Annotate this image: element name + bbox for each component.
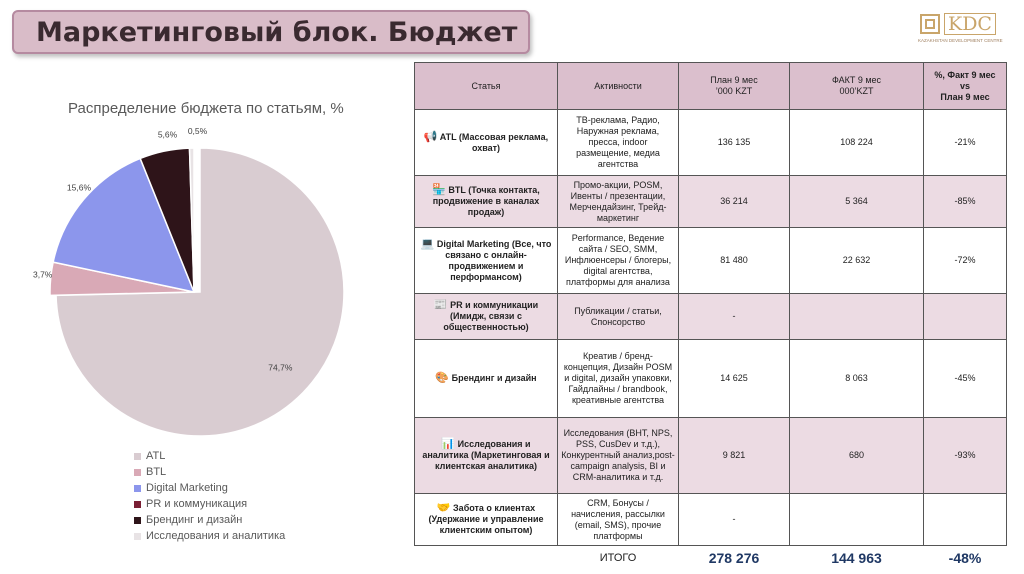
legend-item: [134, 528, 285, 544]
megaphone-icon: 📢: [423, 130, 438, 143]
table-header-row: [415, 63, 1007, 110]
pie-data-label: 5,6%: [157, 129, 178, 140]
chart-icon: 📊: [441, 438, 456, 450]
legend-swatch: [134, 453, 141, 460]
row-fact: [790, 294, 924, 340]
total-pct: -48%: [948, 549, 982, 566]
legend-swatch: [134, 469, 141, 476]
legend-item: [134, 448, 285, 464]
row-fact: 8 063: [790, 340, 924, 418]
row-fact: 108 224: [790, 110, 924, 176]
logo-subtitle: KAZAKHSTAN DEVELOPMENT CENTRE: [918, 38, 1003, 43]
row-article: [415, 110, 558, 176]
legend-label: Исследования и аналитика: [146, 530, 286, 542]
row-plan: -: [679, 494, 790, 546]
legend-item: [134, 480, 285, 496]
row-plan: 14 625: [679, 340, 790, 418]
row-plan: -: [679, 294, 790, 340]
legend-swatch: [134, 517, 141, 524]
legend-swatch: [134, 533, 141, 540]
table-row: [415, 294, 1007, 340]
company-logo: [918, 13, 1003, 48]
row-pct: -93%: [924, 418, 1007, 494]
table-row: [415, 340, 1007, 418]
header-pct: %, Факт 9 мес vs План 9 мес: [924, 63, 1007, 110]
handshake-icon: 🤝: [436, 502, 451, 514]
table-row: [415, 494, 1007, 546]
row-pct: [924, 294, 1007, 340]
row-activities: Промо-акции, POSM, Ивенты / презентации, Мерчендайзинг, Трейд-маркетинг: [558, 176, 679, 228]
legend-swatch: [134, 485, 141, 492]
row-plan: 136 135: [679, 110, 790, 176]
row-article: [415, 176, 558, 228]
row-fact: 5 364: [790, 176, 924, 228]
row-article-label: BTL (Точка контакта, продвижение в каналах продаж): [432, 185, 540, 217]
legend-label: PR и коммуникация: [146, 498, 248, 510]
chart-title: Распределение бюджета по статьям, %: [68, 100, 344, 117]
row-activities: CRM, Бонусы / начисления, рассылки (email, SMS), прочие платформы: [558, 494, 679, 546]
row-article-label: Забота о клиентах (Удержание и управление клиентским опытом): [428, 503, 544, 535]
chart-legend: [134, 448, 285, 544]
row-pct: -45%: [924, 340, 1007, 418]
row-article: [415, 494, 558, 546]
legend-label: BTL: [146, 466, 167, 478]
row-fact: 680: [790, 418, 924, 494]
legend-item: [134, 512, 285, 528]
palette-icon: 🎨: [435, 372, 450, 384]
table-row: [415, 110, 1007, 176]
row-article-label: Исследования и аналитика (Маркетинговая и клиентская аналитика): [422, 439, 550, 471]
total-plan: 278 276: [708, 549, 760, 566]
table-row: [415, 176, 1007, 228]
legend-item: [134, 496, 285, 512]
row-article: [415, 418, 558, 494]
logo-brand: KDC: [944, 13, 996, 35]
row-activities: Исследования (BHT, NPS, PSS, CusDev и т.д.), Конкурентный анализ,post-campaign analysis, BI и CRM-аналитика и т.д.: [558, 418, 679, 494]
header-activities: Активности: [558, 63, 679, 110]
row-fact: [790, 494, 924, 546]
row-pct: -21%: [924, 110, 1007, 176]
row-pct: -85%: [924, 176, 1007, 228]
row-plan: 36 214: [679, 176, 790, 228]
table-row: [415, 228, 1007, 294]
row-activities: Публикации / статьи, Спонсорство: [558, 294, 679, 340]
row-article-label: ATL (Массовая реклама, охват): [439, 131, 549, 153]
row-article: [415, 294, 558, 340]
header-article: Статья: [415, 63, 558, 110]
row-plan: 81 480: [679, 228, 790, 294]
row-article-label: PR и коммуникации (Имидж, связи с общественностью): [443, 300, 539, 332]
header-plan: План 9 мес ’000 KZT: [679, 63, 790, 110]
pie-data-label: 0,5%: [187, 126, 208, 137]
row-activities: Креатив / бренд-концепция, Дизайн POSM и digital, дизайн упаковки, Гайдлайны / brandbook, креативные агентства: [558, 340, 679, 418]
row-pct: -72%: [924, 228, 1007, 294]
header-fact: ФАКТ 9 мес 000’KZT: [790, 63, 924, 110]
budget-table: [414, 62, 1007, 570]
legend-item: [134, 464, 285, 480]
row-pct: [924, 494, 1007, 546]
row-activities: ТВ-реклама, Радио, Наружная реклама, пресса, indoor размещение, медиа агентства: [558, 110, 679, 176]
legend-label: Digital Marketing: [146, 482, 228, 494]
page-title: Маркетинговый блок. Бюджет: [36, 17, 518, 48]
legend-swatch: [134, 501, 141, 508]
row-article-label: Брендинг и дизайн: [451, 373, 537, 383]
row-article: [415, 340, 558, 418]
pie-data-label: 74,7%: [268, 362, 293, 373]
row-plan: 9 821: [679, 418, 790, 494]
pie-chart: [0, 0, 410, 450]
total-fact: 144 963: [831, 549, 882, 566]
laptop-icon: 💻: [420, 237, 435, 250]
pie-data-label: 15,6%: [66, 182, 92, 193]
row-article-label: Digital Marketing (Все, что связано с онлайн-продвижением и перформансом): [436, 238, 552, 282]
legend-label: Брендинг и дизайн: [146, 514, 243, 526]
logo-mark-icon: [920, 14, 940, 34]
total-label: ИТОГО: [599, 551, 637, 564]
legend-label: ATL: [146, 450, 166, 462]
total-row: [415, 546, 1007, 571]
row-fact: 22 632: [790, 228, 924, 294]
row-activities: Performance, Ведение сайта / SEO, SMM, Инфлюенсеры / блогеры, digital агентства, платформы для анализа: [558, 228, 679, 294]
newspaper-icon: 📰: [433, 299, 448, 311]
store-icon: 🏪: [432, 184, 446, 196]
row-article: [415, 228, 558, 294]
table-row: [415, 418, 1007, 494]
pie-data-label: 3,7%: [32, 269, 53, 280]
